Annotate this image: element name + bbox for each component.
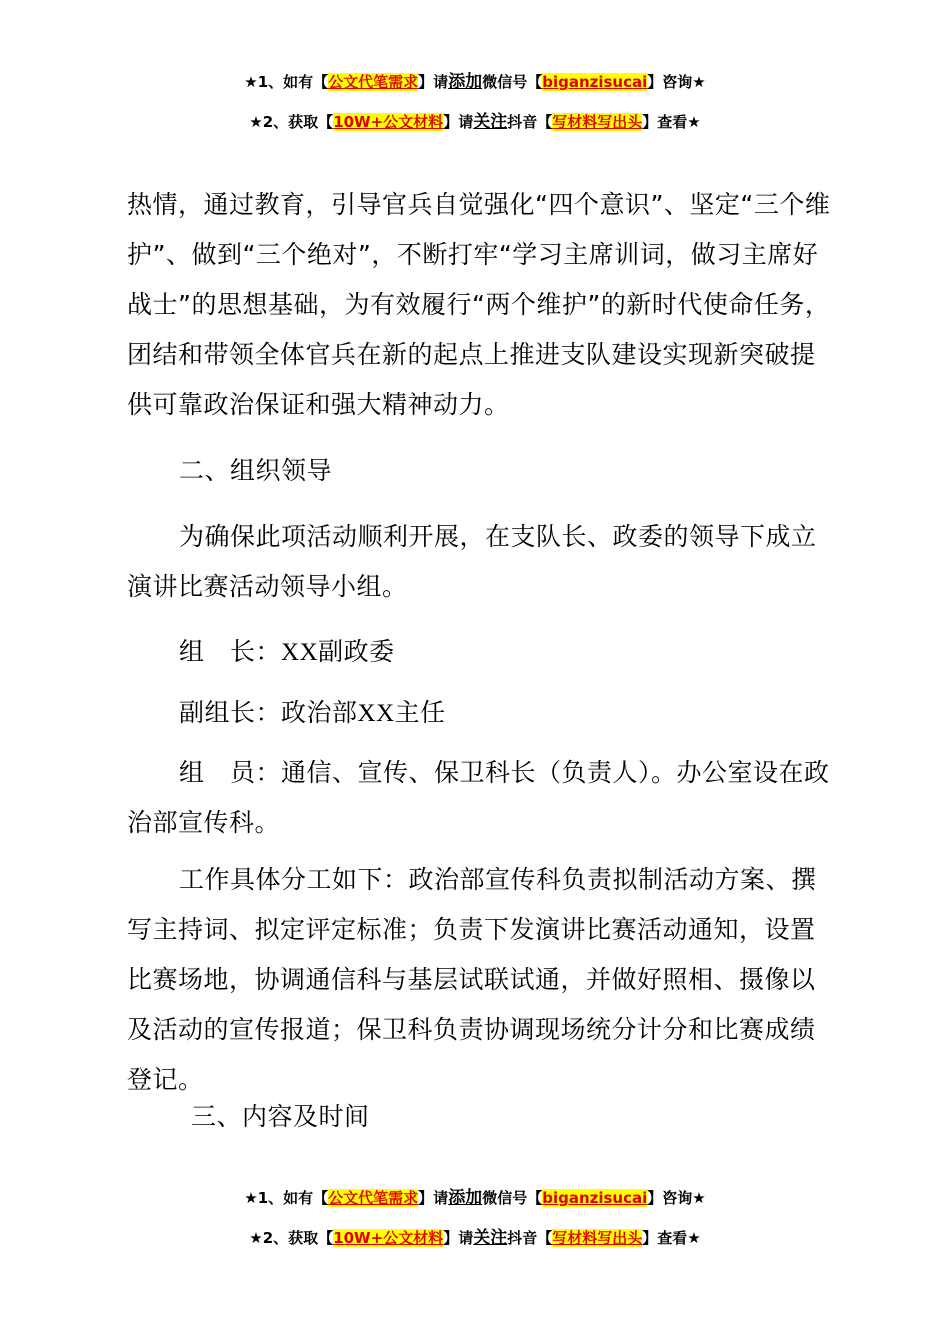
banner-text: 抖音【: [507, 113, 553, 131]
follow-link[interactable]: 关注: [473, 112, 508, 132]
banner-text: 】查看★: [642, 1229, 701, 1247]
banner-text: 】咨询★: [647, 1189, 706, 1207]
bottom-banner-line-2: [0, 1227, 950, 1249]
banner-text: 微信号【: [482, 73, 543, 91]
highlight-ghostwriting[interactable]: 公文代笔需求: [328, 1189, 419, 1207]
add-link[interactable]: 添加: [448, 1188, 483, 1208]
douyin-account[interactable]: 写材料写出头: [552, 1229, 643, 1247]
organization-paragraph: 为确保此项活动顺利开展，在支队长、政委的领导下成立演讲比赛活动领导小组。: [127, 522, 817, 601]
add-link[interactable]: 添加: [448, 72, 483, 92]
members-paragraph: 组 员：通信、宣传、保卫科长（负责人）。办公室设在政治部宣传科。: [127, 758, 830, 837]
banner-text: 】请: [443, 1229, 474, 1247]
deputy-line: [127, 688, 833, 739]
banner-text: ★1、如有【: [244, 73, 329, 91]
bottom-banner-line-1: [0, 1187, 950, 1209]
leader-label: 组 长：: [179, 637, 282, 666]
follow-link[interactable]: 关注: [473, 1228, 508, 1248]
banner-text: ★1、如有【: [244, 1189, 329, 1207]
leader-title: 副政委: [318, 637, 395, 666]
highlight-ghostwriting[interactable]: 公文代笔需求: [328, 73, 419, 91]
intro-paragraph: 热情，通过教育，引导官兵自觉强化“四个意识”、坚定“三个维护”、做到“三个绝对”，不断打牢“学习主席训词，做习主席好战士”的思想基础，为有效履行“两个维护”的新时代使命任务，团结和带领全体官兵在新的起点上推进支队建设实现新突破提供可靠政治保证和强大精神动力。: [127, 190, 831, 419]
top-banner-line-1: [0, 71, 950, 93]
deputy-name: XX: [357, 700, 395, 727]
banner-text: 抖音【: [507, 1229, 553, 1247]
banner-text: 】请: [443, 113, 474, 131]
banner-text: ★2、获取【: [249, 113, 334, 131]
deputy-label: 副组长：政治部: [179, 698, 358, 727]
banner-text: ★2、获取【: [249, 1229, 334, 1247]
banner-text: 】请: [418, 73, 449, 91]
banner-text: 】请: [418, 1189, 449, 1207]
wechat-id[interactable]: biganzisucai: [542, 73, 648, 91]
banner-text: 】查看★: [642, 113, 701, 131]
wechat-id[interactable]: biganzisucai: [542, 1189, 648, 1207]
section-heading-organization: 二、组织领导: [179, 456, 333, 485]
deputy-title: 主任: [394, 698, 446, 727]
leader-line: [127, 627, 833, 678]
banner-text: 微信号【: [482, 1189, 543, 1207]
duty-paragraph: 工作具体分工如下：政治部宣传科负责拟制活动方案、撰写主持词、拟定评定标准；负责下发演讲比赛活动通知，设置比赛场地，协调通信科与基层试联试通，并做好照相、摄像以及活动的宣传报道；保卫科负责协调现场统分计分和比赛成绩登记。: [127, 865, 817, 1094]
douyin-account[interactable]: 写材料写出头: [552, 113, 643, 131]
highlight-materials[interactable]: 10W+公文材料: [333, 113, 444, 131]
highlight-materials[interactable]: 10W+公文材料: [333, 1229, 444, 1247]
top-banner-line-2: [0, 111, 950, 133]
section-heading-content-time: 三、内容及时间: [191, 1102, 370, 1131]
leader-name: XX: [281, 639, 319, 666]
banner-text: 】咨询★: [647, 73, 706, 91]
